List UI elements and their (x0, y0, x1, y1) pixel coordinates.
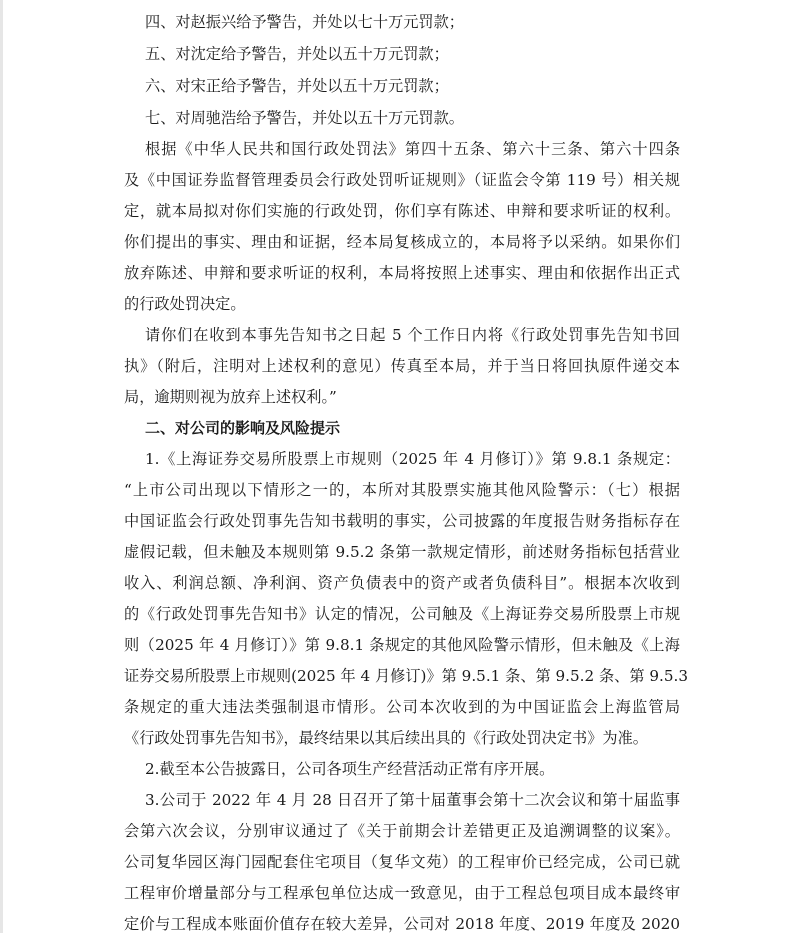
penalty-item: 四、对赵振兴给予警告，并处以七十万元罚款； (145, 13, 464, 31)
paragraph-line: 及《中国证券监督管理委员会行政处罚听证规则》（证监会令第 119 号）相关规 (124, 171, 680, 189)
paragraph-line: 2.截至本公告披露日，公司各项生产经营活动正常有序开展。 (145, 760, 555, 778)
paragraph-line: “上市公司出现以下情形之一的，本所对其股票实施其他风险警示：（七）根据 (124, 481, 680, 499)
paragraph-line: 条规定的重大违法类强制退市情形。公司本次收到的为中国证监会上海监管局 (124, 698, 680, 716)
paragraph-line: 根据《中华人民共和国行政处罚法》第四十五条、第六十三条、第六十四条 (145, 140, 680, 158)
paragraph-line: 3.公司于 2022 年 4 月 28 日召开了第十届董事会第十二次会议和第十届监事 (145, 791, 680, 809)
penalty-item: 五、对沈定给予警告，并处以五十万元罚款； (145, 45, 449, 63)
paragraph-line: 定，就本局拟对你们实施的行政处罚，你们享有陈述、申辩和要求听证的权利。 (124, 202, 680, 220)
paragraph-line: 虚假记载，但未触及本规则第 9.5.2 条第一款规定情形，前述财务指标包括营业 (124, 543, 680, 561)
paragraph-line: 《行政处罚事先告知书》，最终结果以其后续出具的《行政处罚决定书》为准。 (124, 729, 648, 747)
paragraph-line: 收入、利润总额、净利润、资产负债表中的资产或者负债科目”。根据本次收到 (124, 574, 680, 592)
paragraph-line: 会第六次会议，分别审议通过了《关于前期会计差错更正及追溯调整的议案》。 (124, 822, 680, 840)
paragraph-line: 的行政处罚决定。 (124, 295, 246, 313)
paragraph-line: 请你们在收到本事先告知书之日起 5 个工作日内将《行政处罚事先告知书回 (145, 326, 680, 344)
paragraph-line: 证券交易所股票上市规则(2025 年 4 月修订)》第 9.5.1 条、第 9.5.2 条、第 9.5.3 (124, 667, 689, 685)
paragraph-line: 工程审价增量部分与工程承包单位达成一致意见，由于工程总包项目成本最终审 (124, 884, 680, 902)
paragraph-line: 执》（附后，注明对上述权利的意见）传真至本局，并于当日将回执原件递交本 (124, 357, 680, 375)
paragraph-line: 的《行政处罚事先告知书》认定的情况，公司触及《上海证券交易所股票上市规 (124, 605, 680, 623)
penalty-item: 七、对周驰浩给予警告，并处以五十万元罚款。 (145, 109, 464, 127)
penalty-item: 六、对宋正给予警告，并处以五十万元罚款； (145, 77, 449, 95)
paragraph-line: 放弃陈述、申辩和要求听证的权利，本局将按照上述事实、理由和依据作出正式 (124, 264, 680, 282)
paragraph-line: 公司复华园区海门园配套住宅项目（复华文苑）的工程审价已经完成，公司已就 (124, 853, 680, 871)
section-heading: 二、对公司的影响及风险提示 (145, 419, 341, 437)
paragraph-line: 你们提出的事实、理由和证据，经本局复核成立的，本局将予以采纳。如果你们 (124, 233, 680, 251)
paragraph-line: 1.《上海证券交易所股票上市规则（2025 年 4 月修订）》第 9.8.1 条规定： (145, 450, 680, 468)
paragraph-line: 中国证监会行政处罚事先告知书载明的事实，公司披露的年度报告财务指标存在 (124, 512, 680, 530)
paragraph-line: 则（2025 年 4 月修订）》第 9.8.1 条规定的其他风险警示情形，但未触及《上海 (124, 636, 680, 654)
paragraph-line: 局，逾期则视为放弃上述权利。” (124, 388, 337, 406)
paragraph-line: 定价与工程成本账面价值存在较大差异，公司对 2018 年度、2019 年度及 2020 (124, 915, 680, 933)
